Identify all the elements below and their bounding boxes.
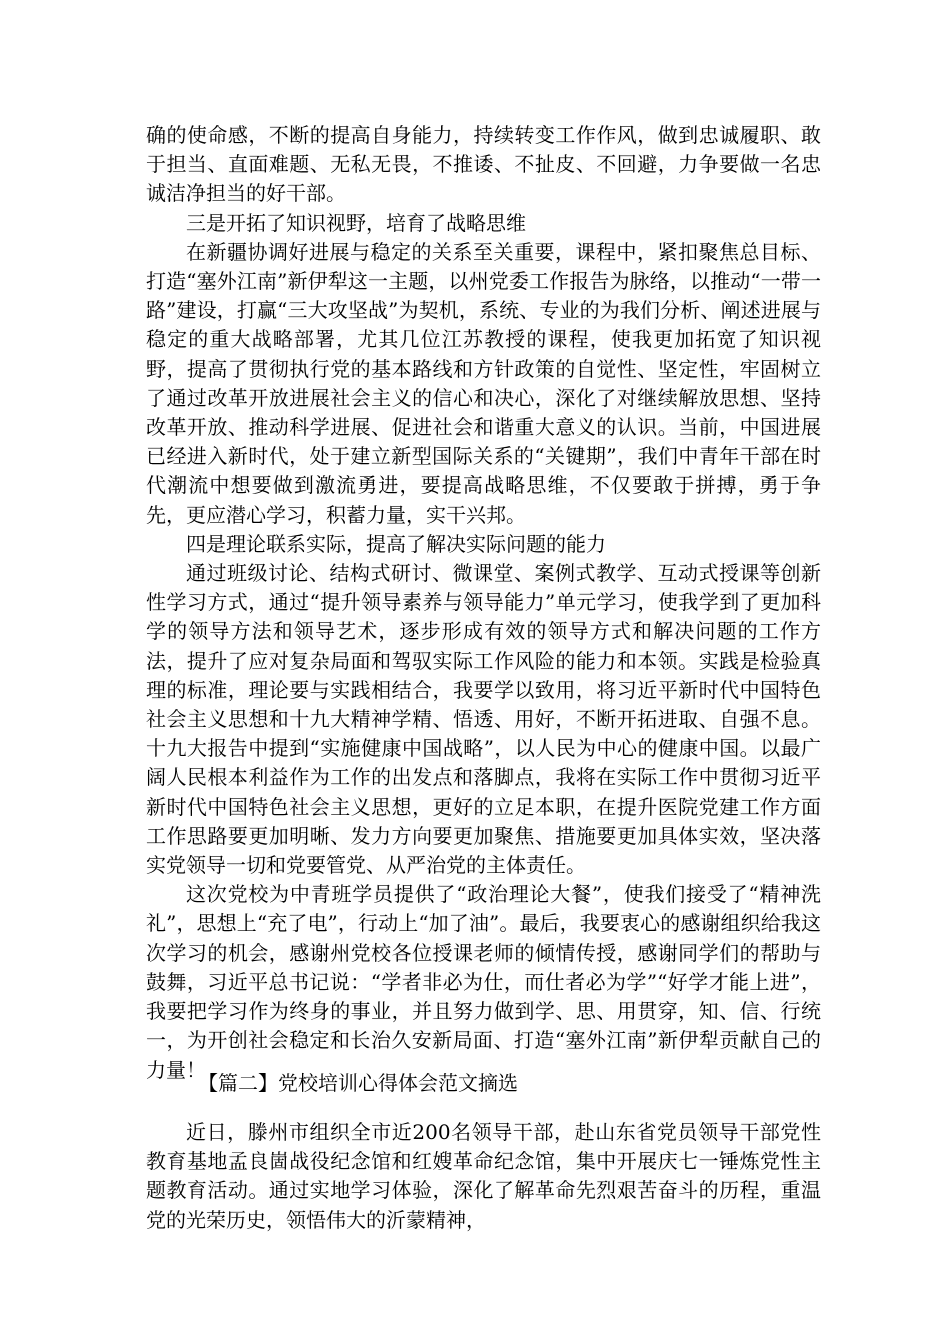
paragraph-practice: 通过班级讨论、结构式研讨、微课堂、案例式教学、互动式授课等创新性学习方式，通过“提升领导素养与领导能力”单元学习，使我学到了更加科学的领导方法和领导艺术，逐步形成有效的领导方式和解决问题的工作方法，提升了应对复杂局面和驾驭实际工作风险的能力和本领。实践是检验真理的标准，理论要与实践相结合，我要学以致用，将习近平新时代中国特色社会主义思想和十九大精神学精、悟透、用好，不断开拓进取、自强不息。十九大报告中提到“实施健康中国战略”，以人民为中心的健康中国。以最广阔人民根本利益作为工作的出发点和落脚点，我将在实际工作中贯彻习近平新时代中国特色社会主义思想，更好的立足本职，在提升医院党建工作方面工作思路要更加明晰、发力方向要更加聚焦、措施要更加具体实效，坚决落实党领导一切和党要管党、从严治党的主体责任。 xyxy=(146,561,821,878)
paragraph-conclusion: 这次党校为中青班学员提供了“政治理论大餐”，使我们接受了“精神洗礼”，思想上“充了电”，行动上“加了油”。最后，我要衷心的感谢组织给我这次学习的机会，感谢州党校各位授课老师的倾情传授，感谢同学们的帮助与鼓舞，习近平总书记说：“学者非必为仕，而仕者必为学”“好学才能上进”，我要把学习作为终身的事业，并且努力做到学、思、用贯穿，知、信、行统一，为开创社会稳定和长治久安新局面、打造“塞外江南”新伊犁贡献自己的力量！ xyxy=(146,882,821,1082)
document-body-part2 xyxy=(146,1118,821,1235)
section-heading-3: 三是开拓了知识视野，培育了战略思维 xyxy=(186,210,526,235)
paragraph-continued: 确的使命感，不断的提高自身能力，持续转变工作作风，做到忠诚履职、敢于担当、直面难题、无私无畏，不推诿、不扯皮、不回避，力争要做一名忠诚洁净担当的好干部。 xyxy=(146,123,821,206)
paragraph-strategy: 在新疆协调好进展与稳定的关系至关重要，课程中，紧扣聚焦总目标、打造“塞外江南”新伊犁这一主题，以州党委工作报告为脉络，以推动“一带一路”建设，打赢“三大攻坚战”为契机，系统、专业的为我们分析、阐述进展与稳定的重大战略部署，尤其几位江苏教授的课程，使我更加拓宽了知识视野，提高了贯彻执行党的基本路线和方针政策的自觉性、坚定性，牢固树立了通过改革开放进展社会主义的信心和决心，深化了对继续解放思想、坚持改革开放、推动科学进展、促进社会和谐重大意义的认识。当前，中国进展已经进入新时代，处于建立新型国际关系的“关键期”，我们中青年干部在时代潮流中想要做到激流勇进，要提高战略思维，不仅要敢于拼搏，勇于争先，更应潜心学习，积蓄力量，实干兴邦。 xyxy=(146,239,821,527)
document-body-part1 xyxy=(146,121,821,1085)
article-section-title: 【篇二】党校培训心得体会范文摘选 xyxy=(198,1071,518,1095)
section-heading-4: 四是理论联系实际，提高了解决实际问题的能力 xyxy=(186,531,606,556)
paragraph-intro: 近日，滕州市组织全市近200名领导干部，赴山东省党员领导干部党性教育基地孟良崮战役纪念馆和红嫂革命纪念馆，集中开展庆七一锤炼党性主题教育活动。通过实地学习体验，深化了解革命先烈艰苦奋斗的历程，重温党的光荣历史，领悟伟大的沂蒙精神， xyxy=(146,1120,821,1232)
